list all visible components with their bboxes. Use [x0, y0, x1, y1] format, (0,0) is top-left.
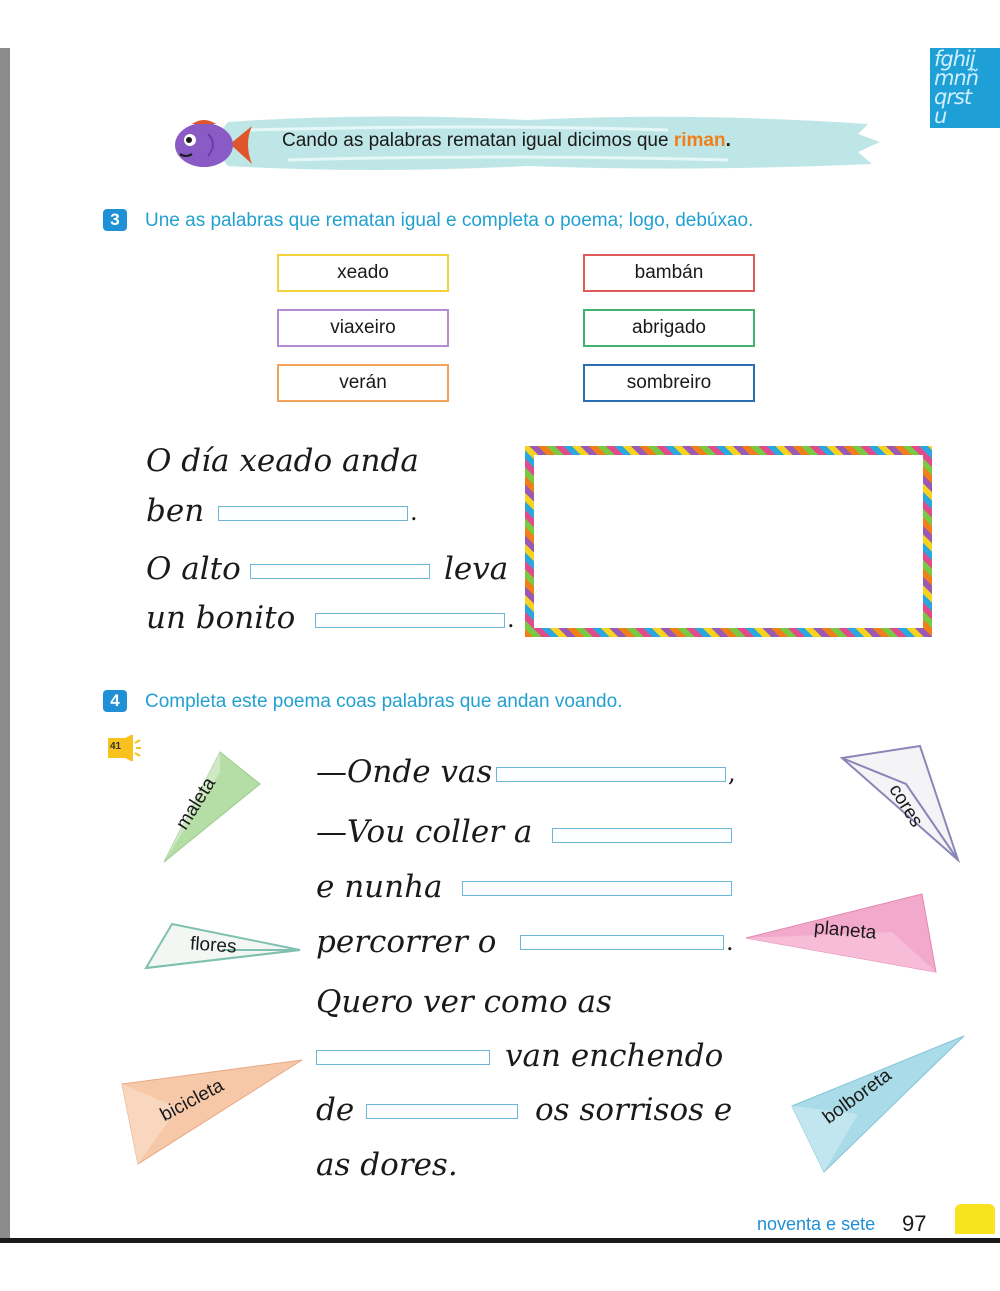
poem3-blank-1[interactable]	[218, 506, 408, 521]
poem3-period-1: .	[410, 498, 418, 526]
banner-text: Cando as palabras rematan igual dicimos que	[282, 130, 674, 151]
poem3-line-1: O día xeado anda	[146, 443, 419, 479]
poem4-line-1: —Onde vas	[316, 754, 493, 790]
corner-letters-4: u	[934, 104, 947, 128]
poem3-period-2: .	[507, 605, 515, 633]
audio-track-number: 41	[110, 741, 122, 752]
alphabet-corner-tile	[930, 48, 1000, 128]
plane-bicicleta-icon	[118, 1058, 306, 1168]
plane-maleta-icon	[160, 748, 265, 866]
poem3-line-3-end: leva	[444, 551, 509, 587]
poem3-line-4: un bonito	[146, 600, 296, 636]
exercise-4-number: 4	[103, 690, 127, 712]
poem4-line-5: Quero ver como as	[316, 984, 612, 1020]
poem4-line-2: —Vou coller a	[316, 814, 533, 850]
page-left-edge	[0, 48, 10, 1243]
poem4-line-4: percorrer o	[316, 924, 497, 960]
plane-label-bolboreta[interactable]: bolboreta	[819, 1064, 896, 1129]
page-number: 97	[902, 1211, 927, 1236]
plane-label-cores[interactable]: cores	[884, 780, 927, 832]
rhyme-definition	[282, 130, 731, 152]
poem3-blank-3[interactable]	[315, 613, 505, 628]
poem4-blank-6[interactable]	[366, 1104, 518, 1119]
poem4-blank-5[interactable]	[316, 1050, 490, 1065]
poem4-blank-1[interactable]	[496, 767, 726, 782]
poem4-blank-3[interactable]	[462, 881, 732, 896]
poem3-line-3: O alto	[146, 551, 241, 587]
corner-letters-3: qrst	[934, 85, 972, 109]
poem4-line-7: de	[316, 1092, 355, 1128]
poem4-comma: ,	[728, 759, 736, 787]
drawing-frame[interactable]	[525, 446, 932, 637]
word-box-bamban: bambán	[583, 254, 755, 292]
plane-bolboreta-icon	[788, 1034, 968, 1176]
poem3-line-2: ben	[146, 493, 205, 529]
page-number-words: noventa e sete	[757, 1214, 876, 1234]
poem4-line-8: as dores.	[316, 1147, 458, 1183]
banner-keyword: riman	[673, 130, 726, 151]
poem4-line-7-end: os sorrisos e	[535, 1092, 733, 1128]
corner-letters-1: fghij	[934, 48, 975, 71]
exercise-4-instruction: Completa este poema coas palabras que andan voando.	[145, 691, 623, 712]
word-box-abrigado: abrigado	[583, 309, 755, 347]
fish-icon	[172, 116, 254, 174]
footer-decoration	[955, 1204, 995, 1234]
word-box-sombreiro: sombreiro	[583, 364, 755, 402]
exercise-3-number: 3	[103, 209, 127, 231]
poem4-blank-4[interactable]	[520, 935, 724, 950]
plane-label-bicicleta[interactable]: bicicleta	[156, 1075, 228, 1126]
poem4-line-3: e nunha	[316, 869, 443, 905]
poem4-blank-2[interactable]	[552, 828, 732, 843]
banner-period: .	[725, 130, 731, 151]
page-bottom-edge	[0, 1238, 1000, 1243]
poem4-period-1: .	[726, 928, 734, 956]
plane-label-maleta[interactable]: maleta	[172, 773, 221, 834]
word-box-xeado: xeado	[277, 254, 449, 292]
poem3-blank-2[interactable]	[250, 564, 430, 579]
corner-letters-2: mnñ	[934, 66, 979, 90]
exercise-3-instruction: Une as palabras que rematan igual e completa o poema; logo, debúxao.	[145, 210, 754, 231]
plane-label-flores[interactable]: flores	[189, 933, 238, 958]
word-box-veran: verán	[277, 364, 449, 402]
poem4-line-6: van enchendo	[505, 1038, 724, 1074]
audio-speaker-icon[interactable]	[107, 735, 141, 761]
plane-label-planeta[interactable]: planeta	[813, 917, 878, 944]
word-box-viaxeiro: viaxeiro	[277, 309, 449, 347]
